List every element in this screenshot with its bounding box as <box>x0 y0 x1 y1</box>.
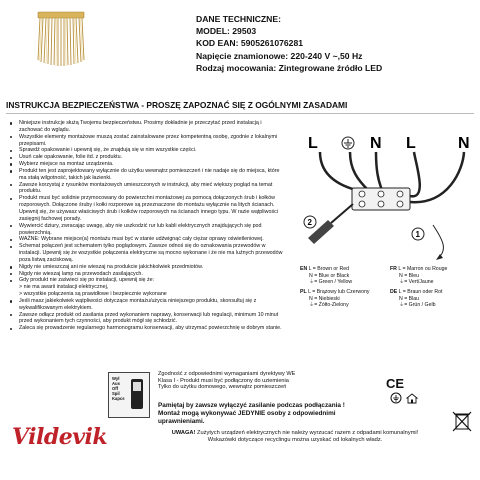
rule-item: Nigdy nie umieszczaj ani nie wieszaj na produkcie jakichkolwiek przedmiotów. <box>8 264 283 271</box>
legend-group-en-fr <box>300 266 478 286</box>
wire-color-legend <box>300 266 478 313</box>
legend-row <box>300 302 478 309</box>
rule-item: WAŻNE: Wybrane miejsce(a) montażu musi być w stanie udźwignąć cały ciężar oprawy oświetleniowej. <box>8 236 283 243</box>
legend-group-pl-de <box>300 289 478 309</box>
rule-item: Niniejsze instrukcje służą Twojemu bezpieczeństwu. Prosimy dokładnie je przeczytać przed instalacją i zachować do wglądu. <box>8 120 283 134</box>
legend-text: N = Niebieski <box>309 295 340 302</box>
label-L-left: L <box>308 135 318 152</box>
wire-L-right <box>410 152 420 196</box>
label-N-left: N <box>370 135 382 152</box>
compliance-line: Tylko do użytku domowego, wewnątrz pomieszczeń <box>158 384 287 391</box>
arrow-curve-icon <box>433 225 443 258</box>
section-divider <box>6 113 474 114</box>
rule-item: Gdy produkt nie zaświeci się po instalacji, upewnij się że: > nie ma awarii instalacji elektrycznej, > wszystkie połączenia są prawidłowe i bezpiecznie wykonane <box>8 277 283 298</box>
ce-mark-icon: CE <box>386 376 405 391</box>
rule-item: Produkt ten jest zaprojektowany wyłącznie do użytku wewnątrz pomieszczeń i nie nadaje się do miejsca, które ma stałą wilgotność, takich jak łazienki. <box>8 168 283 182</box>
box-label: Kapcs <box>112 396 125 401</box>
rated-voltage: Napięcie znamionowe: 220-240 V ~,50 Hz <box>196 50 363 61</box>
rule-item: Zaleca się prowadzenie regularnego harmonogramu konserwacji, aby utrzymać powierzchnię w dobrym stanie. <box>8 325 283 332</box>
model-number: MODEL: 29503 <box>196 26 257 37</box>
disposal-notice <box>110 430 480 444</box>
earth-icon: ⏚ <box>309 302 315 309</box>
warning-line: Pamiętaj by zawsze wyłączyć zasilanie podczas podłączania ! <box>158 402 345 409</box>
legend-text: = Green / Yellow <box>314 279 353 286</box>
wire-N-left <box>376 152 382 190</box>
wire-earth-left <box>350 152 368 190</box>
legend-text: = Grün / Gelb <box>404 302 436 309</box>
rule-item: Nigdy nie wieszaj lamp na przewodach zasilających. <box>8 271 283 278</box>
rule-item: Schemat połączeń jest schematem tylko poglądowym. Zawsze odnoś się do oznakowania przewodów w instalacji. Upewnij się że wszystkie połączenia elektryczne są mocno wykonane i że nie ma luźnych przewodów poza listwą zaciskową. <box>8 243 283 264</box>
rule-item: Wywiercić dziury, zwracając uwagę, aby nie uszkodzić rur lub kabli elektrycznych znajdujących się pod powierzchnią. <box>8 223 283 237</box>
brand-logo: Vildevik <box>12 424 108 450</box>
notice-line: Zużytych urządzeń elektrycznych nie należy wyrzucać razem z odpadami komunalnymi! <box>195 430 419 436</box>
technical-data <box>196 13 476 74</box>
rule-item: Sprawdź opakowanie i upewnij się, że znajdują się w nim wszystkie części. <box>8 147 283 154</box>
box-label: Wył <box>112 376 120 381</box>
legend-text: L = Braun oder Rot <box>398 289 443 296</box>
box-label: Spil <box>112 391 120 396</box>
safety-rules-list <box>8 120 283 332</box>
mounting-type: Rodzaj mocowania: Zintegrowane źródło LED <box>196 62 383 73</box>
installation-warning <box>158 402 398 426</box>
earth-icon: ⏚ <box>399 279 405 286</box>
legend-row <box>300 279 478 286</box>
step-2-label: 2 <box>307 218 312 227</box>
compliance-line: Zgodność z odpowiednimi wymaganiami dyrektywy WE <box>158 371 296 377</box>
legend-text: N = Bleu <box>399 272 420 279</box>
earth-icon: ⏚ <box>309 279 315 286</box>
compliance-info <box>158 371 398 391</box>
rule-item: Zawsze odłącz produkt od zasilania przed wykonaniem naprawy, konserwacji lub regulacji, minimum 10 minut przed wykonaniem tych czynności, aby produkt mógł się schłodzić. <box>8 312 283 326</box>
product-lamp-image <box>32 10 90 68</box>
rule-item: Produkt musi być solidnie przymocowany do powierzchni montażowej za pomocą dołączonych śrub i kołków rozporowych. Dołączone śruby i kołki rozporowe są przeznaczone do montażu wyłącznie na litych ścianach. Upewnij się, że używasz właściwych śrub i kołków rozporowych na ścianach innego typu. W razie wątpliwości zasięgnij fachowej porady. <box>8 195 283 222</box>
rule-item: Wybierz miejsce na montaż urządzenia. <box>8 161 283 168</box>
house-icon <box>406 393 418 404</box>
legend-text: = Żółto-Zielony <box>314 302 349 309</box>
rule-item: Wszystkie elementy montażowe muszą zostać zainstalowane przez kompetentną osobę, zgodnie z lokalnymi przepisami. <box>8 134 283 148</box>
warning-line: uprawnieniami. <box>158 418 205 425</box>
box-label: Aus <box>112 381 120 386</box>
notice-bold: UWAGA! <box>171 430 196 436</box>
legend-lang-code: EN <box>300 266 308 272</box>
box-label: Off <box>112 386 119 391</box>
legend-text: = Vert/Jaune <box>404 279 434 286</box>
label-L-right: L <box>406 135 416 152</box>
legend-text: L = Marron ou Rouge <box>398 266 448 272</box>
legend-lang-code: DE <box>390 289 398 296</box>
rule-item: Zawsze korzystaj z rysunków montażowych umieszczonych w instrukcji, aby mieć większy pogląd na temat produktu. <box>8 182 283 196</box>
legend-row <box>300 266 478 273</box>
earth-icon <box>342 137 354 149</box>
earth-icon: ⏚ <box>399 302 405 309</box>
legend-lang-code: FR <box>390 266 397 272</box>
wiring-diagram <box>298 130 478 265</box>
legend-lang-code: PL <box>300 289 307 296</box>
safety-section-title: INSTRUKCJA BEZPIECZEŃSTWA - PROSZĘ ZAPOZNAĆ SIĘ Z OGÓLNYMI ZASADAMI <box>6 100 348 110</box>
legend-text: L = Brązowy lub Czerwony <box>308 289 370 296</box>
ean-code: KOD EAN: 5905261076281 <box>196 38 304 49</box>
switch-knob-icon <box>133 382 141 391</box>
legend-text: L = Brown or Red <box>308 266 349 272</box>
rule-item: Usuń całe opakowanie, folie itd. z produktu. <box>8 154 283 161</box>
step-1-label: 1 <box>415 230 420 239</box>
label-N-right: N <box>458 135 470 152</box>
compliance-line: Klasa I - Produkt musi być podłączony do uziemienia <box>158 377 289 384</box>
switch-off-icon <box>108 372 150 418</box>
legend-text: N = Blue or Black <box>309 272 350 279</box>
wee-bin-icon <box>452 410 472 432</box>
arrow-head-icon <box>436 254 443 260</box>
legend-text: N = Blau <box>399 295 420 302</box>
rule-item: Jeśli masz jakiekolwiek wątpliwości dotyczące montażu/użycia niniejszego produktu, skonsultuj się z wykwalifikowanym elektrykiem. <box>8 298 283 312</box>
notice-line: Wskazówki dotyczące recyclingu można uzyskać od lokalnych władz. <box>207 437 383 444</box>
warning-line: Montaż mogą wykonywać JEDYNIE osoby z odpowiednimi <box>158 410 336 417</box>
legend-row <box>300 289 478 296</box>
technical-data-heading: DANE TECHNICZNE: <box>196 14 281 24</box>
